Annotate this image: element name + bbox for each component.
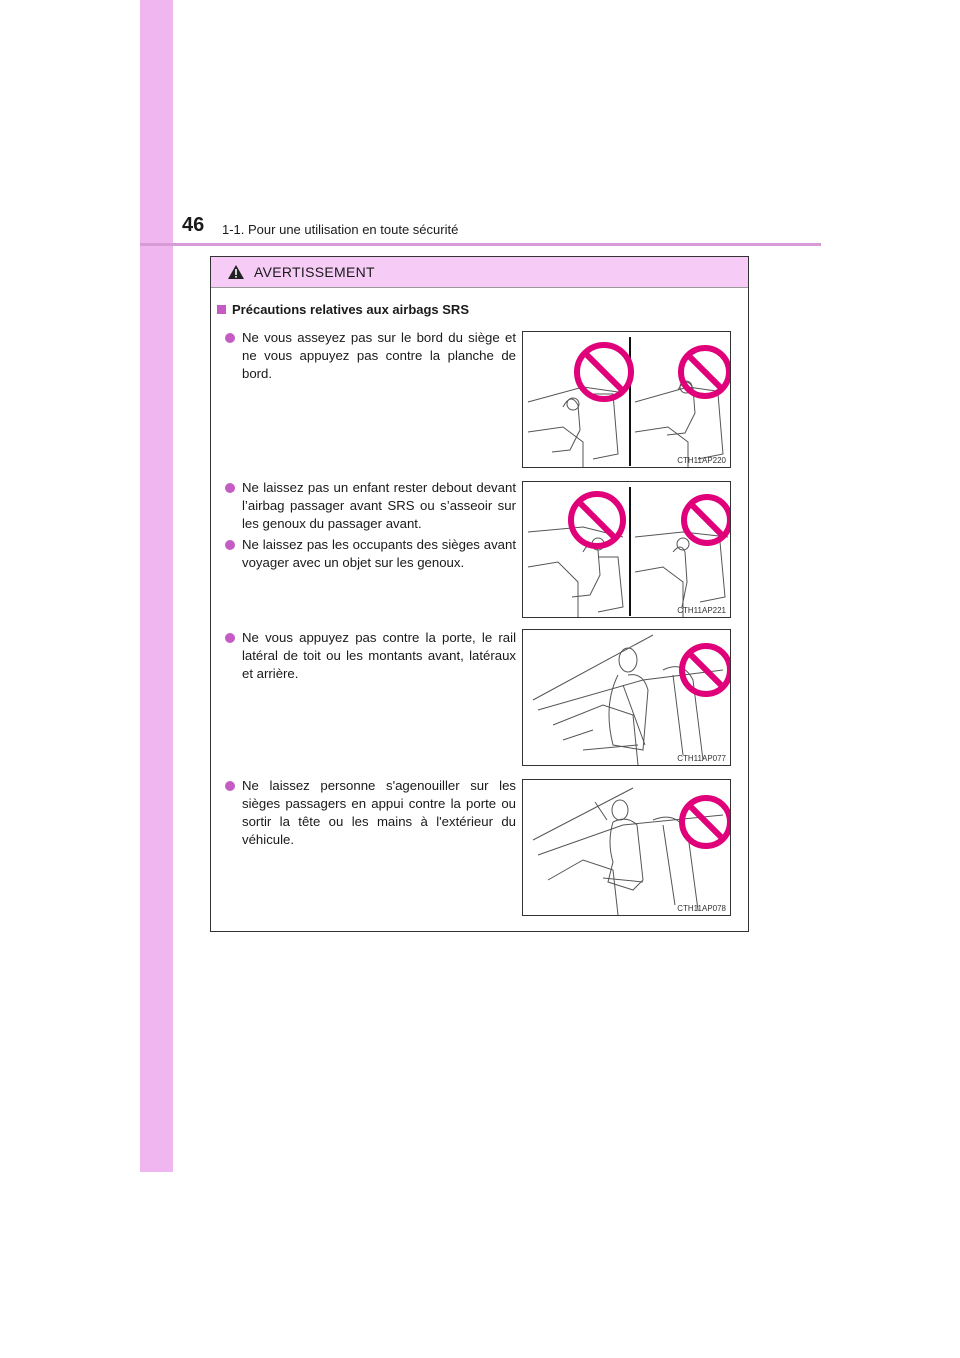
warning-title: AVERTISSEMENT bbox=[254, 264, 375, 280]
illustration-graphic bbox=[523, 332, 731, 468]
illustration-graphic bbox=[523, 482, 731, 618]
bullet-icon bbox=[225, 540, 235, 550]
warning-item bbox=[225, 777, 516, 849]
illustration-sitting-on-seat-edge bbox=[522, 331, 731, 468]
figure-code: CTH11AP220 bbox=[677, 456, 726, 465]
bullet-icon bbox=[225, 333, 235, 343]
warning-item bbox=[225, 329, 516, 383]
warning-item-text: Ne laissez personne s'agenouiller sur les sièges passagers en appui contre la porte ou sortir la tête ou les mains à l'extérieur du véhicule. bbox=[242, 778, 516, 847]
warning-item bbox=[225, 479, 516, 533]
warning-item bbox=[225, 536, 516, 572]
section-title: 1-1. Pour une utilisation en toute sécurité bbox=[222, 222, 459, 237]
warning-item bbox=[225, 629, 516, 683]
bullet-icon bbox=[225, 633, 235, 643]
warning-item-text: Ne laissez pas un enfant rester debout devant l’airbag passager avant SRS ou s’asseoir sur les genoux du passager avant. bbox=[242, 480, 516, 531]
illustration-child-standing bbox=[522, 481, 731, 618]
warning-box bbox=[210, 256, 749, 932]
page-number: 46 bbox=[182, 214, 205, 236]
warning-triangle-icon bbox=[227, 264, 245, 280]
warning-header bbox=[211, 257, 748, 288]
header-divider bbox=[140, 243, 821, 246]
figure-code: CTH11AP078 bbox=[677, 904, 726, 913]
figure-code: CTH11AP077 bbox=[677, 754, 726, 763]
bullet-icon bbox=[225, 483, 235, 493]
illustration-graphic bbox=[523, 780, 731, 916]
square-bullet-icon bbox=[217, 305, 226, 314]
illustration-kneeling-on-seat bbox=[522, 779, 731, 916]
warning-item-text: Ne vous appuyez pas contre la porte, le rail latéral de toit ou les montants avant, latéraux et arrière. bbox=[242, 630, 516, 681]
figure-code: CTH11AP221 bbox=[677, 606, 726, 615]
chapter-side-tab bbox=[140, 0, 173, 1172]
subheading-text: Précautions relatives aux airbags SRS bbox=[232, 302, 469, 317]
warning-item-text: Ne vous asseyez pas sur le bord du siège et ne vous appuyez pas contre la planche de bord. bbox=[242, 330, 516, 381]
illustration-graphic bbox=[523, 630, 731, 766]
illustration-leaning-on-door bbox=[522, 629, 731, 766]
warning-item-text: Ne laissez pas les occupants des sièges avant voyager avec un objet sur les genoux. bbox=[242, 537, 516, 570]
subheading bbox=[217, 302, 469, 317]
bullet-icon bbox=[225, 781, 235, 791]
